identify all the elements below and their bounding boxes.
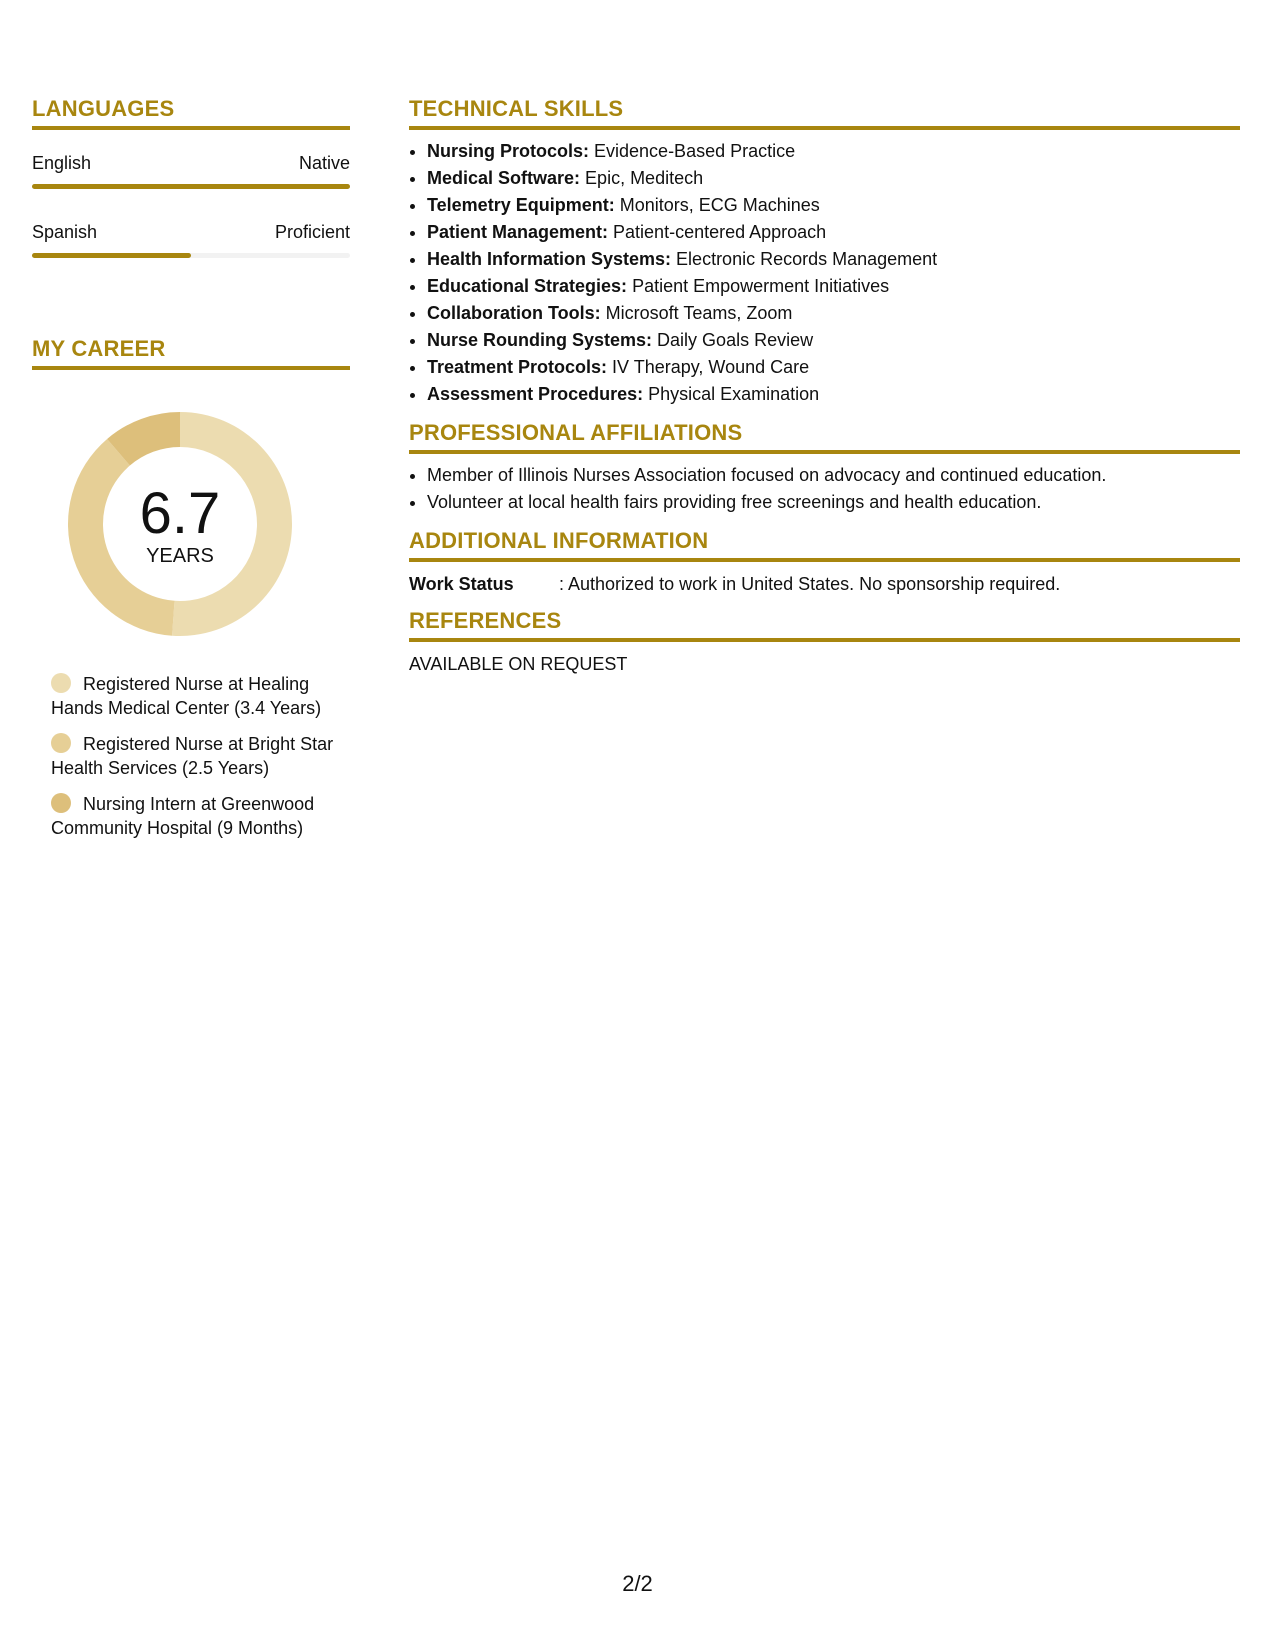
career-legend-label: Registered Nurse at Healing Hands Medical Center (3.4 Years) (51, 674, 322, 718)
legend-dot-icon (51, 733, 71, 753)
language-name: English (32, 153, 92, 173)
language-level: Native (298, 153, 350, 173)
language-item (32, 152, 350, 189)
technical-skills-heading: TECHNICAL SKILLS (409, 96, 1240, 130)
skill-item (427, 300, 1240, 327)
career-donut-chart (66, 410, 294, 638)
skill-item (427, 273, 1240, 300)
language-bar-fill (32, 253, 191, 258)
legend-dot-icon (51, 673, 71, 693)
career-total-years: 6.7 (139, 481, 221, 546)
language-bar-track (32, 184, 350, 189)
skill-value: Electronic Records Management (671, 249, 938, 269)
affiliations-list (409, 462, 1240, 516)
skill-item (427, 327, 1240, 354)
skill-item (427, 192, 1240, 219)
references-text: AVAILABLE ON REQUEST (409, 654, 628, 674)
skill-item (427, 219, 1240, 246)
skill-item (427, 381, 1240, 408)
skill-value: Patient Empowerment Initiatives (627, 276, 890, 296)
skill-label: Health Information Systems: (427, 249, 672, 269)
skill-value: Epic, Meditech (580, 168, 704, 188)
career-legend-item (51, 672, 341, 720)
right-column (409, 96, 1240, 676)
skill-label: Medical Software: (427, 168, 581, 188)
career-legend-item (51, 732, 341, 780)
career-legend (51, 672, 341, 840)
affiliation-item: • Member of Illinois Nurses Association focused on advocacy and continued education. (427, 462, 1240, 489)
career-legend-label: Registered Nurse at Bright Star Health Services (2.5 Years) (51, 734, 334, 778)
career-legend-label: Nursing Intern at Greenwood Community Hospital (9 Months) (51, 794, 315, 838)
language-name: Spanish (32, 222, 98, 242)
skill-value: Patient-centered Approach (608, 222, 827, 242)
affiliations-heading: PROFESSIONAL AFFILIATIONS (409, 420, 1240, 454)
additional-info-section (409, 528, 1240, 596)
skill-item (427, 354, 1240, 381)
references-section (409, 608, 1240, 676)
skill-value: Monitors, ECG Machines (614, 195, 820, 215)
skill-label: Nursing Protocols: (427, 141, 590, 161)
skill-label: Nurse Rounding Systems: (427, 330, 653, 350)
language-item (32, 221, 350, 258)
language-level: Proficient (274, 222, 350, 242)
skill-value: Microsoft Teams, Zoom (600, 303, 793, 323)
skill-value: Daily Goals Review (652, 330, 814, 350)
work-status-label: Work Status (409, 574, 514, 594)
skill-label: Collaboration Tools: (427, 303, 601, 323)
career-heading: MY CAREER (32, 336, 350, 370)
additional-info-heading: ADDITIONAL INFORMATION (409, 528, 1240, 562)
skill-item (427, 246, 1240, 273)
skill-label: Patient Management: (427, 222, 609, 242)
page-number: 2/2 (622, 1571, 653, 1596)
languages-heading: LANGUAGES (32, 96, 350, 130)
skill-item (427, 165, 1240, 192)
affiliations-section (409, 420, 1240, 516)
affiliation-item: • Volunteer at local health fairs providing free screenings and health education. (427, 489, 1240, 516)
skill-label: Treatment Protocols: (427, 357, 608, 377)
technical-skills-list (409, 138, 1240, 408)
skill-value: Evidence-Based Practice (589, 141, 796, 161)
legend-dot-icon (51, 793, 71, 813)
skill-label: Assessment Procedures: (427, 384, 644, 404)
references-heading: REFERENCES (409, 608, 1240, 642)
left-column (32, 96, 350, 852)
skill-value: Physical Examination (643, 384, 820, 404)
work-status-value: : Authorized to work in United States. No sponsorship required. (559, 574, 1061, 594)
career-donut-center (66, 410, 294, 638)
language-bar-fill (32, 184, 350, 189)
language-bar-track (32, 253, 350, 258)
skill-label: Educational Strategies: (427, 276, 628, 296)
career-total-unit: YEARS (146, 545, 214, 567)
career-legend-item (51, 792, 341, 840)
skill-value: IV Therapy, Wound Care (607, 357, 810, 377)
skill-item (427, 138, 1240, 165)
skill-label: Telemetry Equipment: (427, 195, 615, 215)
work-status-row (409, 572, 1240, 596)
